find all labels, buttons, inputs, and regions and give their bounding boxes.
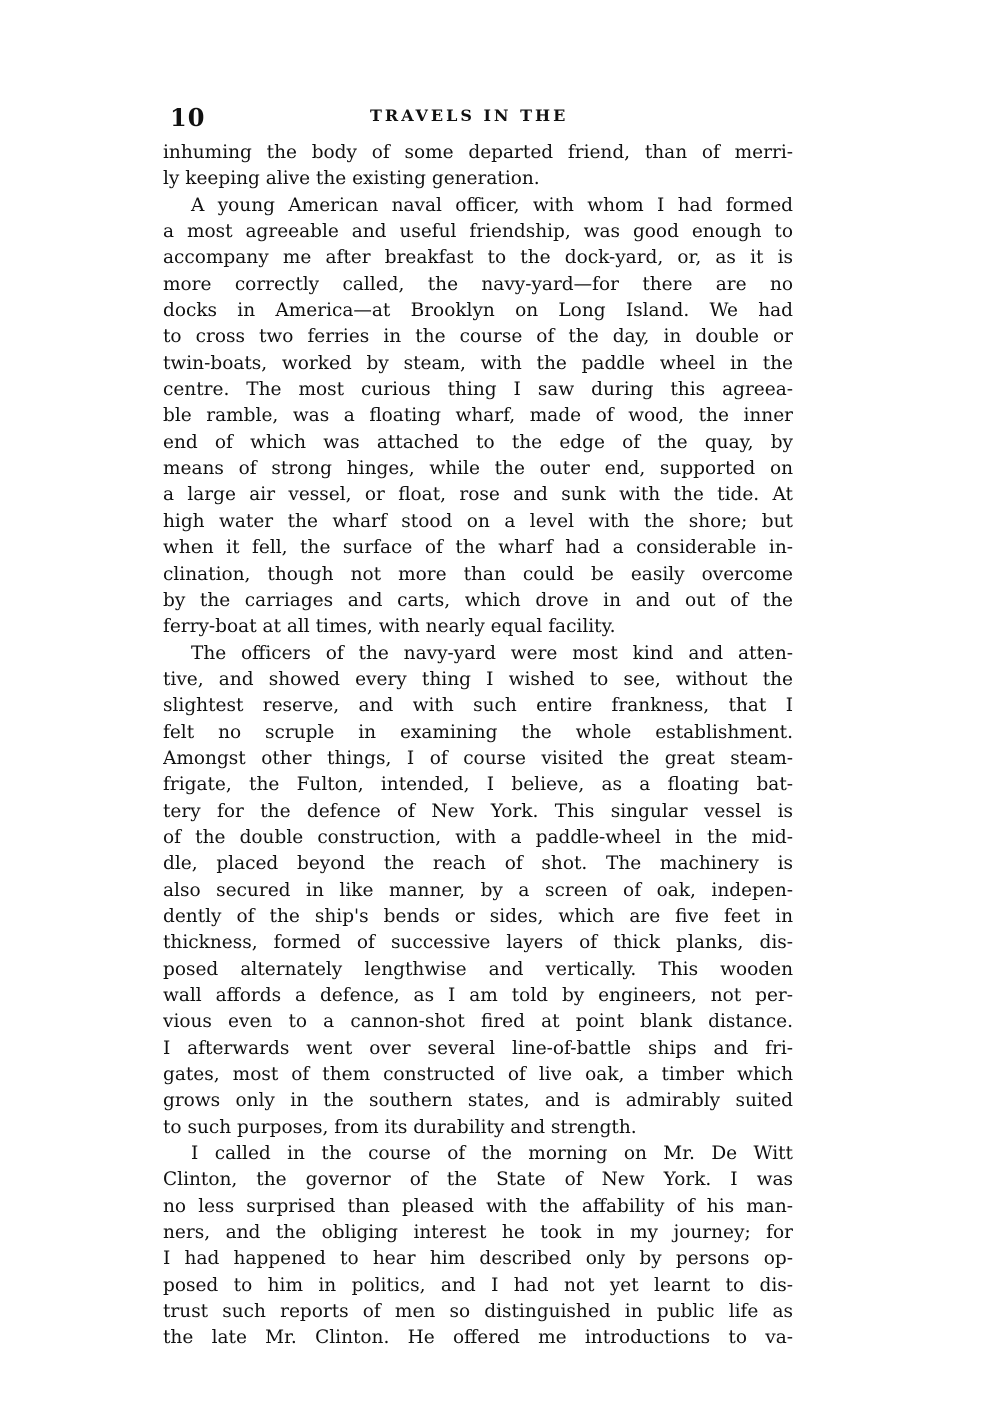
text-line: tery for the defence of New York. This singular vessel is — [163, 800, 793, 822]
running-head — [170, 103, 800, 133]
text-line: felt no scruple in examining the whole establishment. — [163, 721, 793, 743]
text-line: accompany me after breakfast to the dock-yard, or, as it is — [163, 247, 793, 269]
text-line: ferry-boat at all times, with nearly equal facility. — [163, 616, 616, 638]
text-line: to such purposes, from its durability and strength. — [163, 1116, 637, 1138]
text-line: tive, and showed every thing I wished to see, without the — [163, 668, 793, 690]
text-line: means of strong hinges, while the outer end, supported on — [163, 458, 793, 480]
text-line: high water the wharf stood on a level with the shore; but — [163, 510, 793, 532]
text-line: when it fell, the surface of the wharf had a considerable in- — [163, 537, 793, 559]
text-line: The officers of the navy-yard were most kind and atten- — [191, 642, 793, 664]
text-line: slightest reserve, and with such entire frankness, that I — [163, 695, 793, 717]
body-text — [163, 140, 793, 1352]
text-line: I afterwards went over several line-of-battle ships and fri- — [163, 1037, 793, 1059]
text-line: also secured in like manner, by a screen of oak, indepen- — [163, 879, 793, 901]
text-line: posed to him in politics, and I had not yet learnt to dis- — [163, 1274, 793, 1296]
text-line: a most agreeable and useful friendship, was good enough to — [163, 221, 793, 243]
text-line: posed alternately lengthwise and vertically. This wooden — [163, 958, 793, 980]
text-line: to cross two ferries in the course of the day, in double or — [163, 326, 793, 348]
text-line: a large air vessel, or float, rose and sunk with the tide. At — [163, 484, 793, 506]
text-line: trust such reports of men so distinguished in public life as — [163, 1301, 793, 1323]
text-line: grows only in the southern states, and is admirably suited — [163, 1090, 793, 1112]
text-line: ly keeping alive the existing generation. — [163, 168, 540, 190]
page-number: 10 — [170, 103, 206, 132]
text-line: dently of the ship's bends or sides, which are five feet in — [163, 905, 793, 927]
text-line: the late Mr. Clinton. He offered me introductions to va- — [163, 1327, 793, 1349]
text-line: ble ramble, was a floating wharf, made of wood, the inner — [163, 405, 793, 427]
text-line: inhuming the body of some departed friend, than of merri- — [163, 142, 793, 163]
text-line: I had happened to hear him described only by persons op- — [163, 1248, 793, 1270]
text-line: I called in the course of the morning on Mr. De Witt — [191, 1143, 793, 1165]
text-line: A young American naval officer, with whom I had formed — [191, 194, 793, 216]
text-line: clination, though not more than could be easily overcome — [163, 563, 793, 585]
text-line: twin-boats, worked by steam, with the paddle wheel in the — [163, 352, 793, 374]
text-line: centre. The most curious thing I saw during this agreea- — [163, 379, 793, 401]
text-line: Amongst other things, I of course visited the great steam- — [163, 747, 793, 769]
text-line: Clinton, the governor of the State of New York. I was — [163, 1169, 793, 1191]
text-line: end of which was attached to the edge of the quay, by — [163, 431, 793, 453]
running-title: TRAVELS IN THE — [370, 106, 569, 125]
text-line: dle, placed beyond the reach of shot. The machinery is — [163, 853, 793, 875]
text-line: no less surprised than pleased with the affability of his man- — [163, 1195, 793, 1217]
text-line: by the carriages and carts, which drove in and out of the — [163, 589, 793, 611]
text-line: docks in America—at Brooklyn on Long Island. We had — [163, 300, 793, 322]
text-line: of the double construction, with a paddle-wheel in the mid- — [163, 826, 793, 848]
text-line: ners, and the obliging interest he took in my journey; for — [163, 1222, 793, 1244]
text-line: vious even to a cannon-shot fired at point blank distance. — [163, 1011, 793, 1033]
text-line: thickness, formed of successive layers of thick planks, dis- — [163, 932, 793, 954]
text-line: more correctly called, the navy-yard—for there are no — [163, 273, 793, 295]
text-line: frigate, the Fulton, intended, I believe, as a floating bat- — [163, 774, 793, 796]
text-line: gates, most of them constructed of live oak, a timber which — [163, 1064, 793, 1086]
text-line: wall affords a defence, as I am told by engineers, not per- — [163, 985, 793, 1006]
